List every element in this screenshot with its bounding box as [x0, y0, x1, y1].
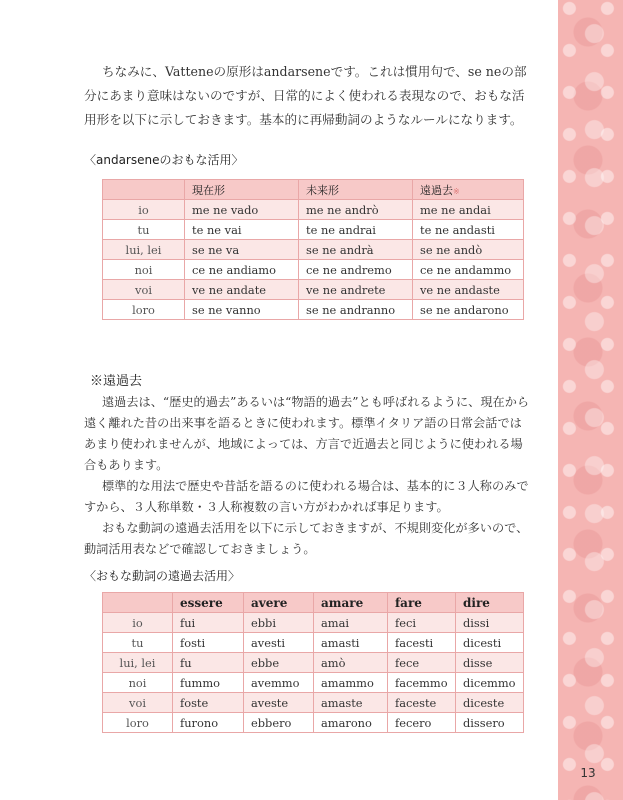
- note-body: [84, 392, 532, 560]
- table-cell: ebbe: [244, 653, 314, 673]
- table-row: [103, 240, 524, 260]
- table-cell: amammo: [314, 673, 388, 693]
- footnote-mark: ※: [453, 186, 460, 196]
- table-header-cell: [413, 180, 524, 200]
- table-row: [103, 693, 524, 713]
- table-row: [103, 200, 524, 220]
- table-header-cell: [103, 180, 185, 200]
- table-header-cell: 現在形: [185, 180, 299, 200]
- table-header-cell: [103, 593, 173, 613]
- table-header-cell: amare: [314, 593, 388, 613]
- table-cell: feci: [388, 613, 456, 633]
- table-row: [103, 260, 524, 280]
- table-cell: se ne andrà: [299, 240, 413, 260]
- row-person: voi: [103, 280, 185, 300]
- table-header-cell: dire: [456, 593, 524, 613]
- table-cell: ce ne andammo: [413, 260, 524, 280]
- table-cell: disse: [456, 653, 524, 673]
- table-row: [103, 633, 524, 653]
- table-cell: dicesti: [456, 633, 524, 653]
- page-number: 13: [580, 766, 596, 780]
- table-cell: ve ne andrete: [299, 280, 413, 300]
- table-cell: fecero: [388, 713, 456, 733]
- table-cell: ebbi: [244, 613, 314, 633]
- table-cell: se ne va: [185, 240, 299, 260]
- table-cell: se ne andranno: [299, 300, 413, 320]
- table-cell: te ne andasti: [413, 220, 524, 240]
- table-header-cell: avere: [244, 593, 314, 613]
- table-row: [103, 653, 524, 673]
- table-cell: amasti: [314, 633, 388, 653]
- table-header-cell: essere: [173, 593, 244, 613]
- table-header-cell: fare: [388, 593, 456, 613]
- note-paragraph: おもな動詞の遠過去活用を以下に示しておきますが、不規則変化が多いので、動詞活用表などで確認しておきましょう。: [84, 521, 529, 556]
- table-cell: amaste: [314, 693, 388, 713]
- table-cell: fummo: [173, 673, 244, 693]
- note-heading: ※遠過去: [90, 374, 143, 389]
- table-cell: se ne andarono: [413, 300, 524, 320]
- header-label: 遠過去: [420, 183, 453, 197]
- table-row: [103, 300, 524, 320]
- table-row: [103, 713, 524, 733]
- table2-caption: 〈おもな動詞の遠過去活用〉: [84, 569, 241, 583]
- table-cell: fece: [388, 653, 456, 673]
- table-cell: me ne andai: [413, 200, 524, 220]
- table-cell: fui: [173, 613, 244, 633]
- row-person: noi: [103, 260, 185, 280]
- note-paragraph: 遠過去は、“歴史的過去”あるいは“物語的過去”とも呼ばれるように、現在から遠く離れた昔の出来事を語るときに使われます。標準イタリア語の日常会話ではあまり使われませんが、地域によっては、方言で近過去と同じように使われる場合もあります。: [84, 395, 530, 472]
- row-person: io: [103, 200, 185, 220]
- table-cell: foste: [173, 693, 244, 713]
- table-cell: te ne andrai: [299, 220, 413, 240]
- table-cell: ve ne andaste: [413, 280, 524, 300]
- table-cell: dissero: [456, 713, 524, 733]
- table-cell: diceste: [456, 693, 524, 713]
- table-header-cell: 未来形: [299, 180, 413, 200]
- row-person: tu: [103, 633, 173, 653]
- table-cell: ce ne andremo: [299, 260, 413, 280]
- table-header-row: [103, 593, 524, 613]
- table-cell: amò: [314, 653, 388, 673]
- table-cell: te ne vai: [185, 220, 299, 240]
- table-cell: avesti: [244, 633, 314, 653]
- table-cell: dicemmo: [456, 673, 524, 693]
- table-cell: facemmo: [388, 673, 456, 693]
- table-cell: me ne andrò: [299, 200, 413, 220]
- table-header-row: [103, 180, 524, 200]
- table-cell: ce ne andiamo: [185, 260, 299, 280]
- table-cell: se ne vanno: [185, 300, 299, 320]
- table-row: [103, 280, 524, 300]
- table-cell: me ne vado: [185, 200, 299, 220]
- note-paragraph: 標準的な用法で歴史や昔話を語るのに使われる場合は、基本的に３人称のみですから、３人称単数・３人称複数の言い方がわかれば事足ります。: [84, 479, 529, 514]
- row-person: tu: [103, 220, 185, 240]
- table-cell: amai: [314, 613, 388, 633]
- table-cell: avemmo: [244, 673, 314, 693]
- decorative-side-band: [558, 0, 623, 800]
- table-cell: amarono: [314, 713, 388, 733]
- table-cell: aveste: [244, 693, 314, 713]
- table-cell: facesti: [388, 633, 456, 653]
- row-person: voi: [103, 693, 173, 713]
- table-cell: ebbero: [244, 713, 314, 733]
- table-cell: faceste: [388, 693, 456, 713]
- intro-paragraph: ちなみに、Vatteneの原形はandarseneです。これは慣用句で、se neの部分にあまり意味はないのですが、日常的によく使われる表現なので、おもな活用形を以下に示しておきます。基本的に再帰動詞のようなルールになります。: [84, 64, 527, 127]
- row-person: io: [103, 613, 173, 633]
- row-person: loro: [103, 300, 185, 320]
- table-cell: dissi: [456, 613, 524, 633]
- row-person: noi: [103, 673, 173, 693]
- row-person: loro: [103, 713, 173, 733]
- table-cell: se ne andò: [413, 240, 524, 260]
- row-person: lui, lei: [103, 240, 185, 260]
- andarsene-conjugation-table: [102, 179, 524, 320]
- row-person: lui, lei: [103, 653, 173, 673]
- table1-caption: 〈andarseneのおもな活用〉: [84, 153, 244, 167]
- table-row: [103, 220, 524, 240]
- table-cell: ve ne andate: [185, 280, 299, 300]
- table-row: [103, 613, 524, 633]
- table-cell: furono: [173, 713, 244, 733]
- remote-past-conjugation-table: [102, 592, 524, 733]
- table-row: [103, 673, 524, 693]
- table-cell: fosti: [173, 633, 244, 653]
- table-cell: fu: [173, 653, 244, 673]
